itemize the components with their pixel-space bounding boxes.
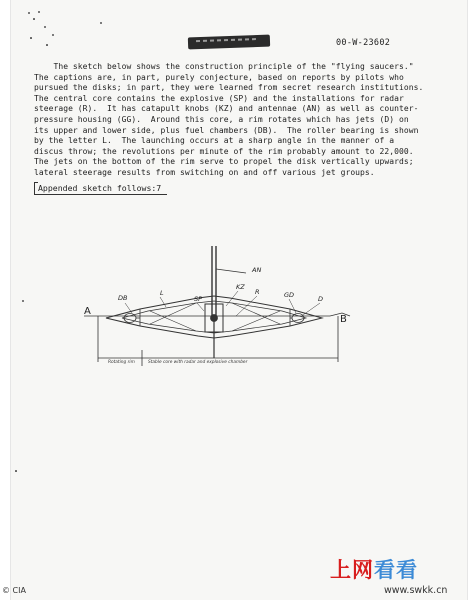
leader-sp bbox=[197, 303, 204, 311]
label-d: D bbox=[318, 295, 324, 303]
body-line: by the letter L. The launching occurs at a sharp angle in the manner of a bbox=[34, 136, 395, 146]
body-line: steerage (R). It has catapult knobs (KZ) and antennae (AN) as well as counter- bbox=[34, 104, 419, 114]
appended-sketch-note: Appended sketch follows:7 bbox=[38, 183, 162, 193]
label-gd: GD bbox=[284, 291, 295, 299]
label-b: B bbox=[340, 314, 347, 325]
core-hub bbox=[211, 315, 218, 322]
body-line: pressure housing (GG). Around this core, a rim rotates which has jets (D) on bbox=[34, 114, 409, 124]
label-an: AN bbox=[252, 266, 262, 274]
label-a: A bbox=[84, 306, 91, 317]
body-line: discus throw; the revolutions per minute of the rim probably amount to 22,000. bbox=[34, 146, 414, 156]
label-r: R bbox=[255, 288, 260, 296]
document-number: 00-W-23602 bbox=[336, 38, 391, 48]
watermark-logo-part: 上网 bbox=[330, 558, 374, 582]
body-line: The captions are, in part, purely conjecture, based on reports by pilots who bbox=[34, 72, 404, 82]
image-credit: © CIA bbox=[2, 586, 26, 595]
leader-an bbox=[216, 269, 246, 273]
watermark-url: www.swkk.cn bbox=[384, 585, 448, 596]
label-kz: KZ bbox=[236, 283, 245, 291]
caption-stable-core: Stable core with radar and explosive chamber bbox=[148, 360, 248, 365]
body-line: The sketch below shows the construction principle of the "flying saucers." bbox=[34, 62, 414, 71]
body-line: The jets on the bottom of the rim serve to propel the disk vertically upwards; bbox=[34, 157, 414, 167]
leader-d bbox=[303, 303, 320, 315]
body-line: its upper and lower side, plus fuel chambers (DB). The roller bearing is shown bbox=[34, 125, 419, 135]
watermark-logo bbox=[330, 554, 418, 584]
caption-rotating-rim: Rotating rim bbox=[108, 360, 135, 365]
body-line: The central core contains the explosive (SP) and the installations for radar bbox=[34, 93, 404, 103]
jet-nozzle bbox=[124, 314, 136, 323]
body-line: pursued the disks; in part, they were learned from secret research institutions. bbox=[34, 83, 424, 93]
label-sp: SP bbox=[194, 295, 203, 303]
jet-nozzle bbox=[292, 314, 304, 323]
label-l: L bbox=[160, 289, 164, 297]
body-line: lateral steerage results from switching on and off various jet groups. bbox=[34, 167, 375, 177]
leader-db bbox=[125, 303, 132, 313]
label-db: DB bbox=[118, 294, 128, 302]
watermark-logo-part: 看看 bbox=[374, 558, 418, 582]
